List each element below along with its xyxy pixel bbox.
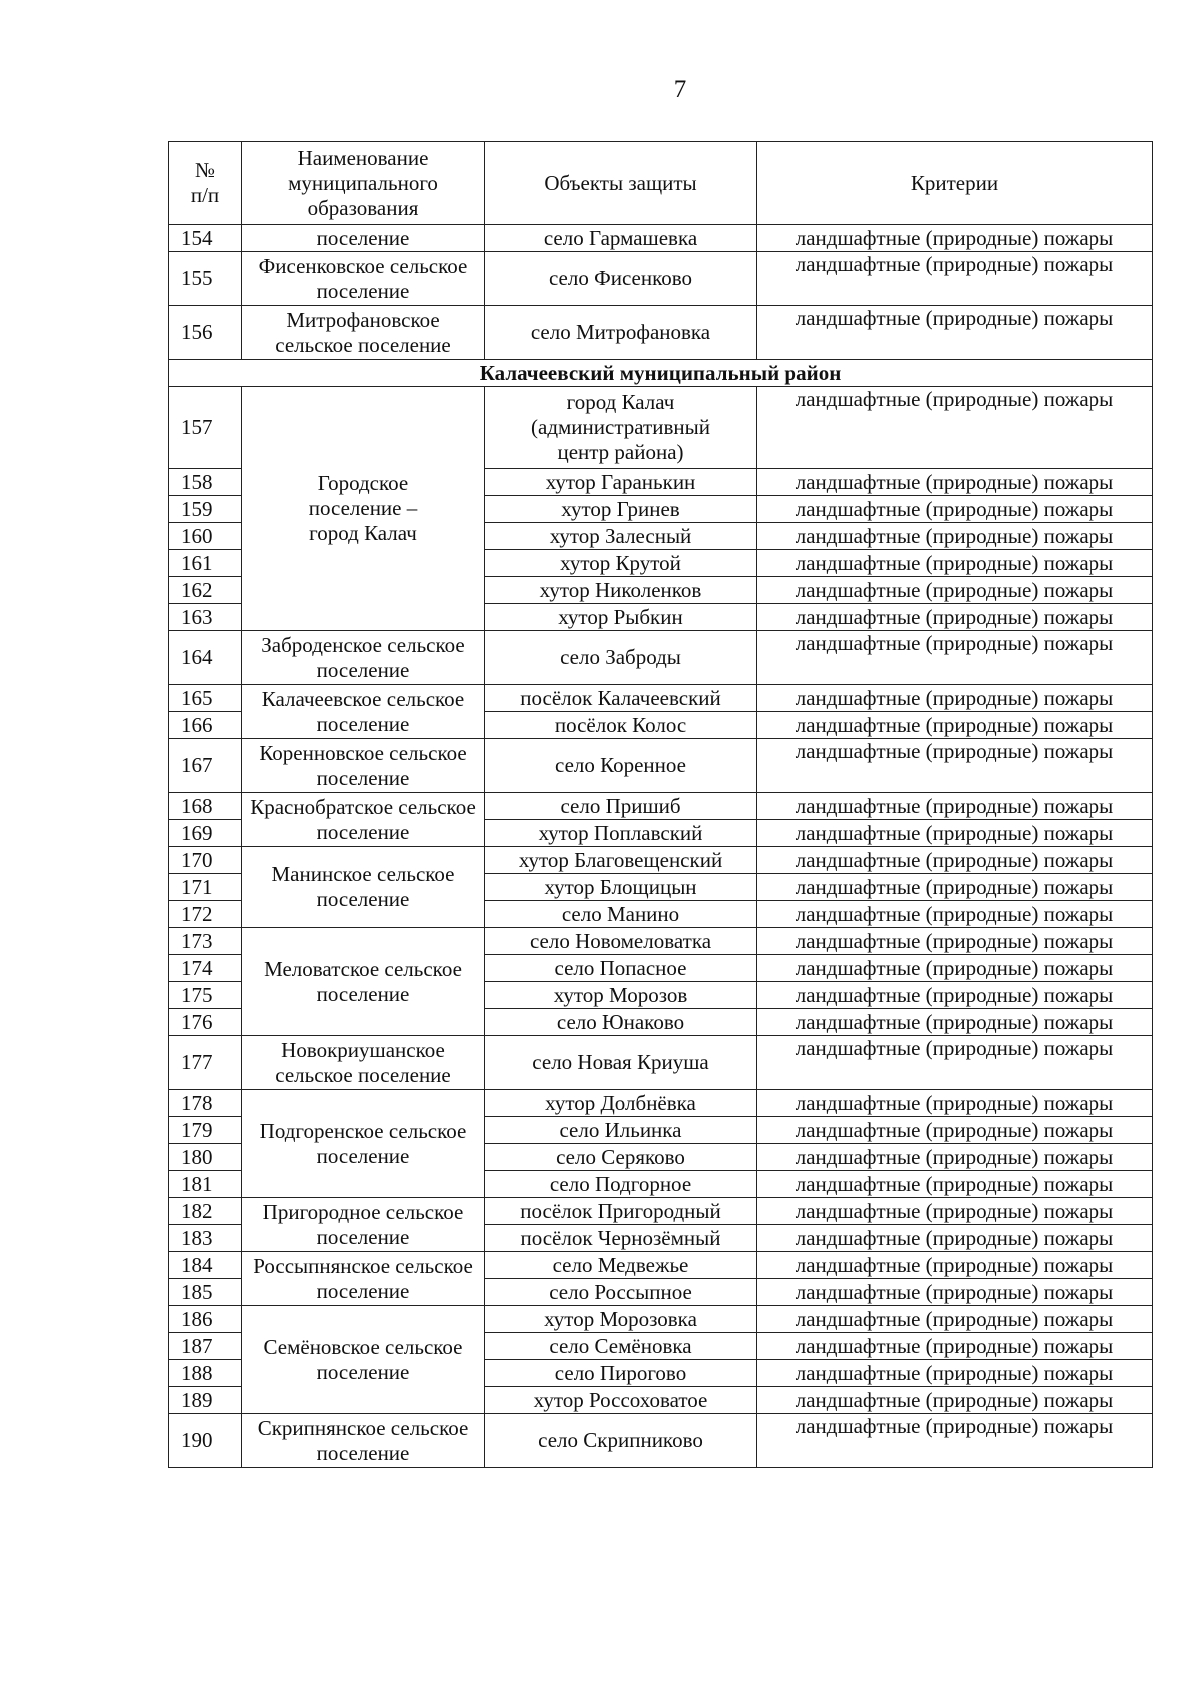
row-criteria: ландшафтные (природные) пожары — [757, 577, 1153, 604]
row-num: 186 — [169, 1306, 242, 1333]
row-object: хутор Поплавский — [485, 820, 757, 847]
row-object: хутор Блощицын — [485, 874, 757, 901]
row-municipality: Калачеевское сельское поселение — [242, 685, 485, 739]
row-municipality: Краснобратское сельское поселение — [242, 793, 485, 847]
row-num: 168 — [169, 793, 242, 820]
row-object: село Манино — [485, 901, 757, 928]
table-row — [169, 847, 1153, 874]
row-object: село Ильинка — [485, 1117, 757, 1144]
row-criteria: ландшафтные (природные) пожары — [757, 928, 1153, 955]
row-municipality: Пригородное сельское поселение — [242, 1198, 485, 1252]
row-criteria: ландшафтные (природные) пожары — [757, 469, 1153, 496]
row-object: село Медвежье — [485, 1252, 757, 1279]
row-num: 172 — [169, 901, 242, 928]
table-row — [169, 739, 1153, 793]
row-object: хутор Николенков — [485, 577, 757, 604]
row-criteria: ландшафтные (природные) пожары — [757, 1171, 1153, 1198]
table-row — [169, 387, 1153, 469]
row-num: 173 — [169, 928, 242, 955]
header-object: Объекты защиты — [485, 142, 757, 225]
table-row — [169, 1306, 1153, 1333]
row-criteria: ландшафтные (природные) пожары — [757, 1144, 1153, 1171]
row-criteria: ландшафтные (природные) пожары — [757, 1009, 1153, 1036]
row-object: село Новая Криуша — [485, 1036, 757, 1090]
district-row — [169, 360, 1153, 387]
row-criteria: ландшафтные (природные) пожары — [757, 793, 1153, 820]
row-criteria: ландшафтные (природные) пожары — [757, 225, 1153, 252]
row-object: хутор Россоховатое — [485, 1387, 757, 1414]
row-num: 163 — [169, 604, 242, 631]
row-municipality: Новокриушанское сельское поселение — [242, 1036, 485, 1090]
row-num: 190 — [169, 1414, 242, 1468]
row-object: хутор Морозов — [485, 982, 757, 1009]
table-row — [169, 1252, 1153, 1279]
header-municipality: Наименование муниципального образования — [242, 142, 485, 225]
row-criteria: ландшафтные (природные) пожары — [757, 901, 1153, 928]
row-num: 158 — [169, 469, 242, 496]
row-num: 188 — [169, 1360, 242, 1387]
protection-objects-table — [168, 141, 1153, 1468]
row-municipality: Городское поселение – город Калач — [242, 387, 485, 631]
row-object: село Юнаково — [485, 1009, 757, 1036]
table-header-row — [169, 142, 1153, 225]
row-municipality: Семёновское сельское поселение — [242, 1306, 485, 1414]
row-criteria: ландшафтные (природные) пожары — [757, 1252, 1153, 1279]
row-object: посёлок Чернозёмный — [485, 1225, 757, 1252]
row-num: 185 — [169, 1279, 242, 1306]
row-num: 176 — [169, 1009, 242, 1036]
row-criteria: ландшафтные (природные) пожары — [757, 1306, 1153, 1333]
row-municipality: Подгоренское сельское поселение — [242, 1090, 485, 1198]
row-num: 164 — [169, 631, 242, 685]
row-object: село Серяково — [485, 1144, 757, 1171]
row-criteria: ландшафтные (природные) пожары — [757, 252, 1153, 306]
table-row — [169, 1090, 1153, 1117]
district-title: Калачеевский муниципальный район — [169, 360, 1153, 387]
header-num: № п/п — [169, 142, 242, 225]
row-criteria: ландшафтные (природные) пожары — [757, 1387, 1153, 1414]
row-criteria: ландшафтные (природные) пожары — [757, 387, 1153, 469]
row-num: 162 — [169, 577, 242, 604]
table-row — [169, 793, 1153, 820]
row-municipality: Россыпнянское сельское поселение — [242, 1252, 485, 1306]
page-number: 7 — [673, 76, 687, 103]
row-object: посёлок Пригородный — [485, 1198, 757, 1225]
header-criteria: Критерии — [757, 142, 1153, 225]
row-criteria: ландшафтные (природные) пожары — [757, 306, 1153, 360]
row-object: посёлок Калачеевский — [485, 685, 757, 712]
row-criteria: ландшафтные (природные) пожары — [757, 1414, 1153, 1468]
row-object: село Коренное — [485, 739, 757, 793]
row-object: село Гармашевка — [485, 225, 757, 252]
row-num: 154 — [169, 225, 242, 252]
row-num: 157 — [169, 387, 242, 469]
row-object: хутор Гаранькин — [485, 469, 757, 496]
table-row — [169, 928, 1153, 955]
table-row — [169, 1198, 1153, 1225]
table-row — [169, 225, 1153, 252]
row-object: село Заброды — [485, 631, 757, 685]
row-num: 155 — [169, 252, 242, 306]
row-object: село Митрофановка — [485, 306, 757, 360]
row-object: хутор Благовещенский — [485, 847, 757, 874]
row-num: 181 — [169, 1171, 242, 1198]
row-criteria: ландшафтные (природные) пожары — [757, 1036, 1153, 1090]
row-criteria: ландшафтные (природные) пожары — [757, 550, 1153, 577]
row-object: село Пришиб — [485, 793, 757, 820]
row-num: 179 — [169, 1117, 242, 1144]
row-num: 175 — [169, 982, 242, 1009]
row-criteria: ландшафтные (природные) пожары — [757, 982, 1153, 1009]
table-row — [169, 306, 1153, 360]
row-object: село Подгорное — [485, 1171, 757, 1198]
row-criteria: ландшафтные (природные) пожары — [757, 685, 1153, 712]
row-criteria: ландшафтные (природные) пожары — [757, 712, 1153, 739]
row-num: 189 — [169, 1387, 242, 1414]
row-municipality: Манинское сельское поселение — [242, 847, 485, 928]
row-criteria: ландшафтные (природные) пожары — [757, 1333, 1153, 1360]
row-num: 177 — [169, 1036, 242, 1090]
table-row — [169, 1036, 1153, 1090]
row-num: 160 — [169, 523, 242, 550]
row-criteria: ландшафтные (природные) пожары — [757, 955, 1153, 982]
row-num: 183 — [169, 1225, 242, 1252]
row-criteria: ландшафтные (природные) пожары — [757, 874, 1153, 901]
row-criteria: ландшафтные (природные) пожары — [757, 1090, 1153, 1117]
row-criteria: ландшафтные (природные) пожары — [757, 739, 1153, 793]
table-row — [169, 252, 1153, 306]
row-criteria: ландшафтные (природные) пожары — [757, 1279, 1153, 1306]
row-object: посёлок Колос — [485, 712, 757, 739]
row-object: село Семёновка — [485, 1333, 757, 1360]
row-object: село Попасное — [485, 955, 757, 982]
row-object: хутор Долбнёвка — [485, 1090, 757, 1117]
row-object: хутор Залесный — [485, 523, 757, 550]
row-object: село Фисенково — [485, 252, 757, 306]
row-criteria: ландшафтные (природные) пожары — [757, 631, 1153, 685]
row-object: село Россыпное — [485, 1279, 757, 1306]
row-num: 187 — [169, 1333, 242, 1360]
row-object: село Новомеловатка — [485, 928, 757, 955]
table-row — [169, 631, 1153, 685]
row-num: 166 — [169, 712, 242, 739]
row-num: 184 — [169, 1252, 242, 1279]
row-object: хутор Морозовка — [485, 1306, 757, 1333]
row-num: 171 — [169, 874, 242, 901]
row-num: 180 — [169, 1144, 242, 1171]
row-num: 159 — [169, 496, 242, 523]
row-num: 165 — [169, 685, 242, 712]
row-num: 167 — [169, 739, 242, 793]
row-criteria: ландшафтные (природные) пожары — [757, 847, 1153, 874]
row-criteria: ландшафтные (природные) пожары — [757, 1360, 1153, 1387]
row-criteria: ландшафтные (природные) пожары — [757, 1198, 1153, 1225]
row-municipality: Меловатское сельское поселение — [242, 928, 485, 1036]
row-municipality: поселение — [242, 225, 485, 252]
table-row — [169, 685, 1153, 712]
row-object: хутор Крутой — [485, 550, 757, 577]
row-num: 178 — [169, 1090, 242, 1117]
row-object: город Калач (административный центр района) — [485, 387, 757, 469]
row-object: хутор Рыбкин — [485, 604, 757, 631]
row-municipality: Заброденское сельское поселение — [242, 631, 485, 685]
row-object: село Скрипниково — [485, 1414, 757, 1468]
row-num: 182 — [169, 1198, 242, 1225]
row-criteria: ландшафтные (природные) пожары — [757, 523, 1153, 550]
row-municipality: Коренновское сельское поселение — [242, 739, 485, 793]
row-object: хутор Гринев — [485, 496, 757, 523]
row-object: село Пирогово — [485, 1360, 757, 1387]
row-criteria: ландшафтные (природные) пожары — [757, 496, 1153, 523]
row-municipality: Митрофановское сельское поселение — [242, 306, 485, 360]
row-municipality: Фисенковское сельское поселение — [242, 252, 485, 306]
row-num: 156 — [169, 306, 242, 360]
row-criteria: ландшафтные (природные) пожары — [757, 604, 1153, 631]
row-num: 161 — [169, 550, 242, 577]
table-row — [169, 1414, 1153, 1468]
row-criteria: ландшафтные (природные) пожары — [757, 1225, 1153, 1252]
row-municipality: Скрипнянское сельское поселение — [242, 1414, 485, 1468]
row-num: 169 — [169, 820, 242, 847]
row-criteria: ландшафтные (природные) пожары — [757, 820, 1153, 847]
row-num: 174 — [169, 955, 242, 982]
row-num: 170 — [169, 847, 242, 874]
row-criteria: ландшафтные (природные) пожары — [757, 1117, 1153, 1144]
